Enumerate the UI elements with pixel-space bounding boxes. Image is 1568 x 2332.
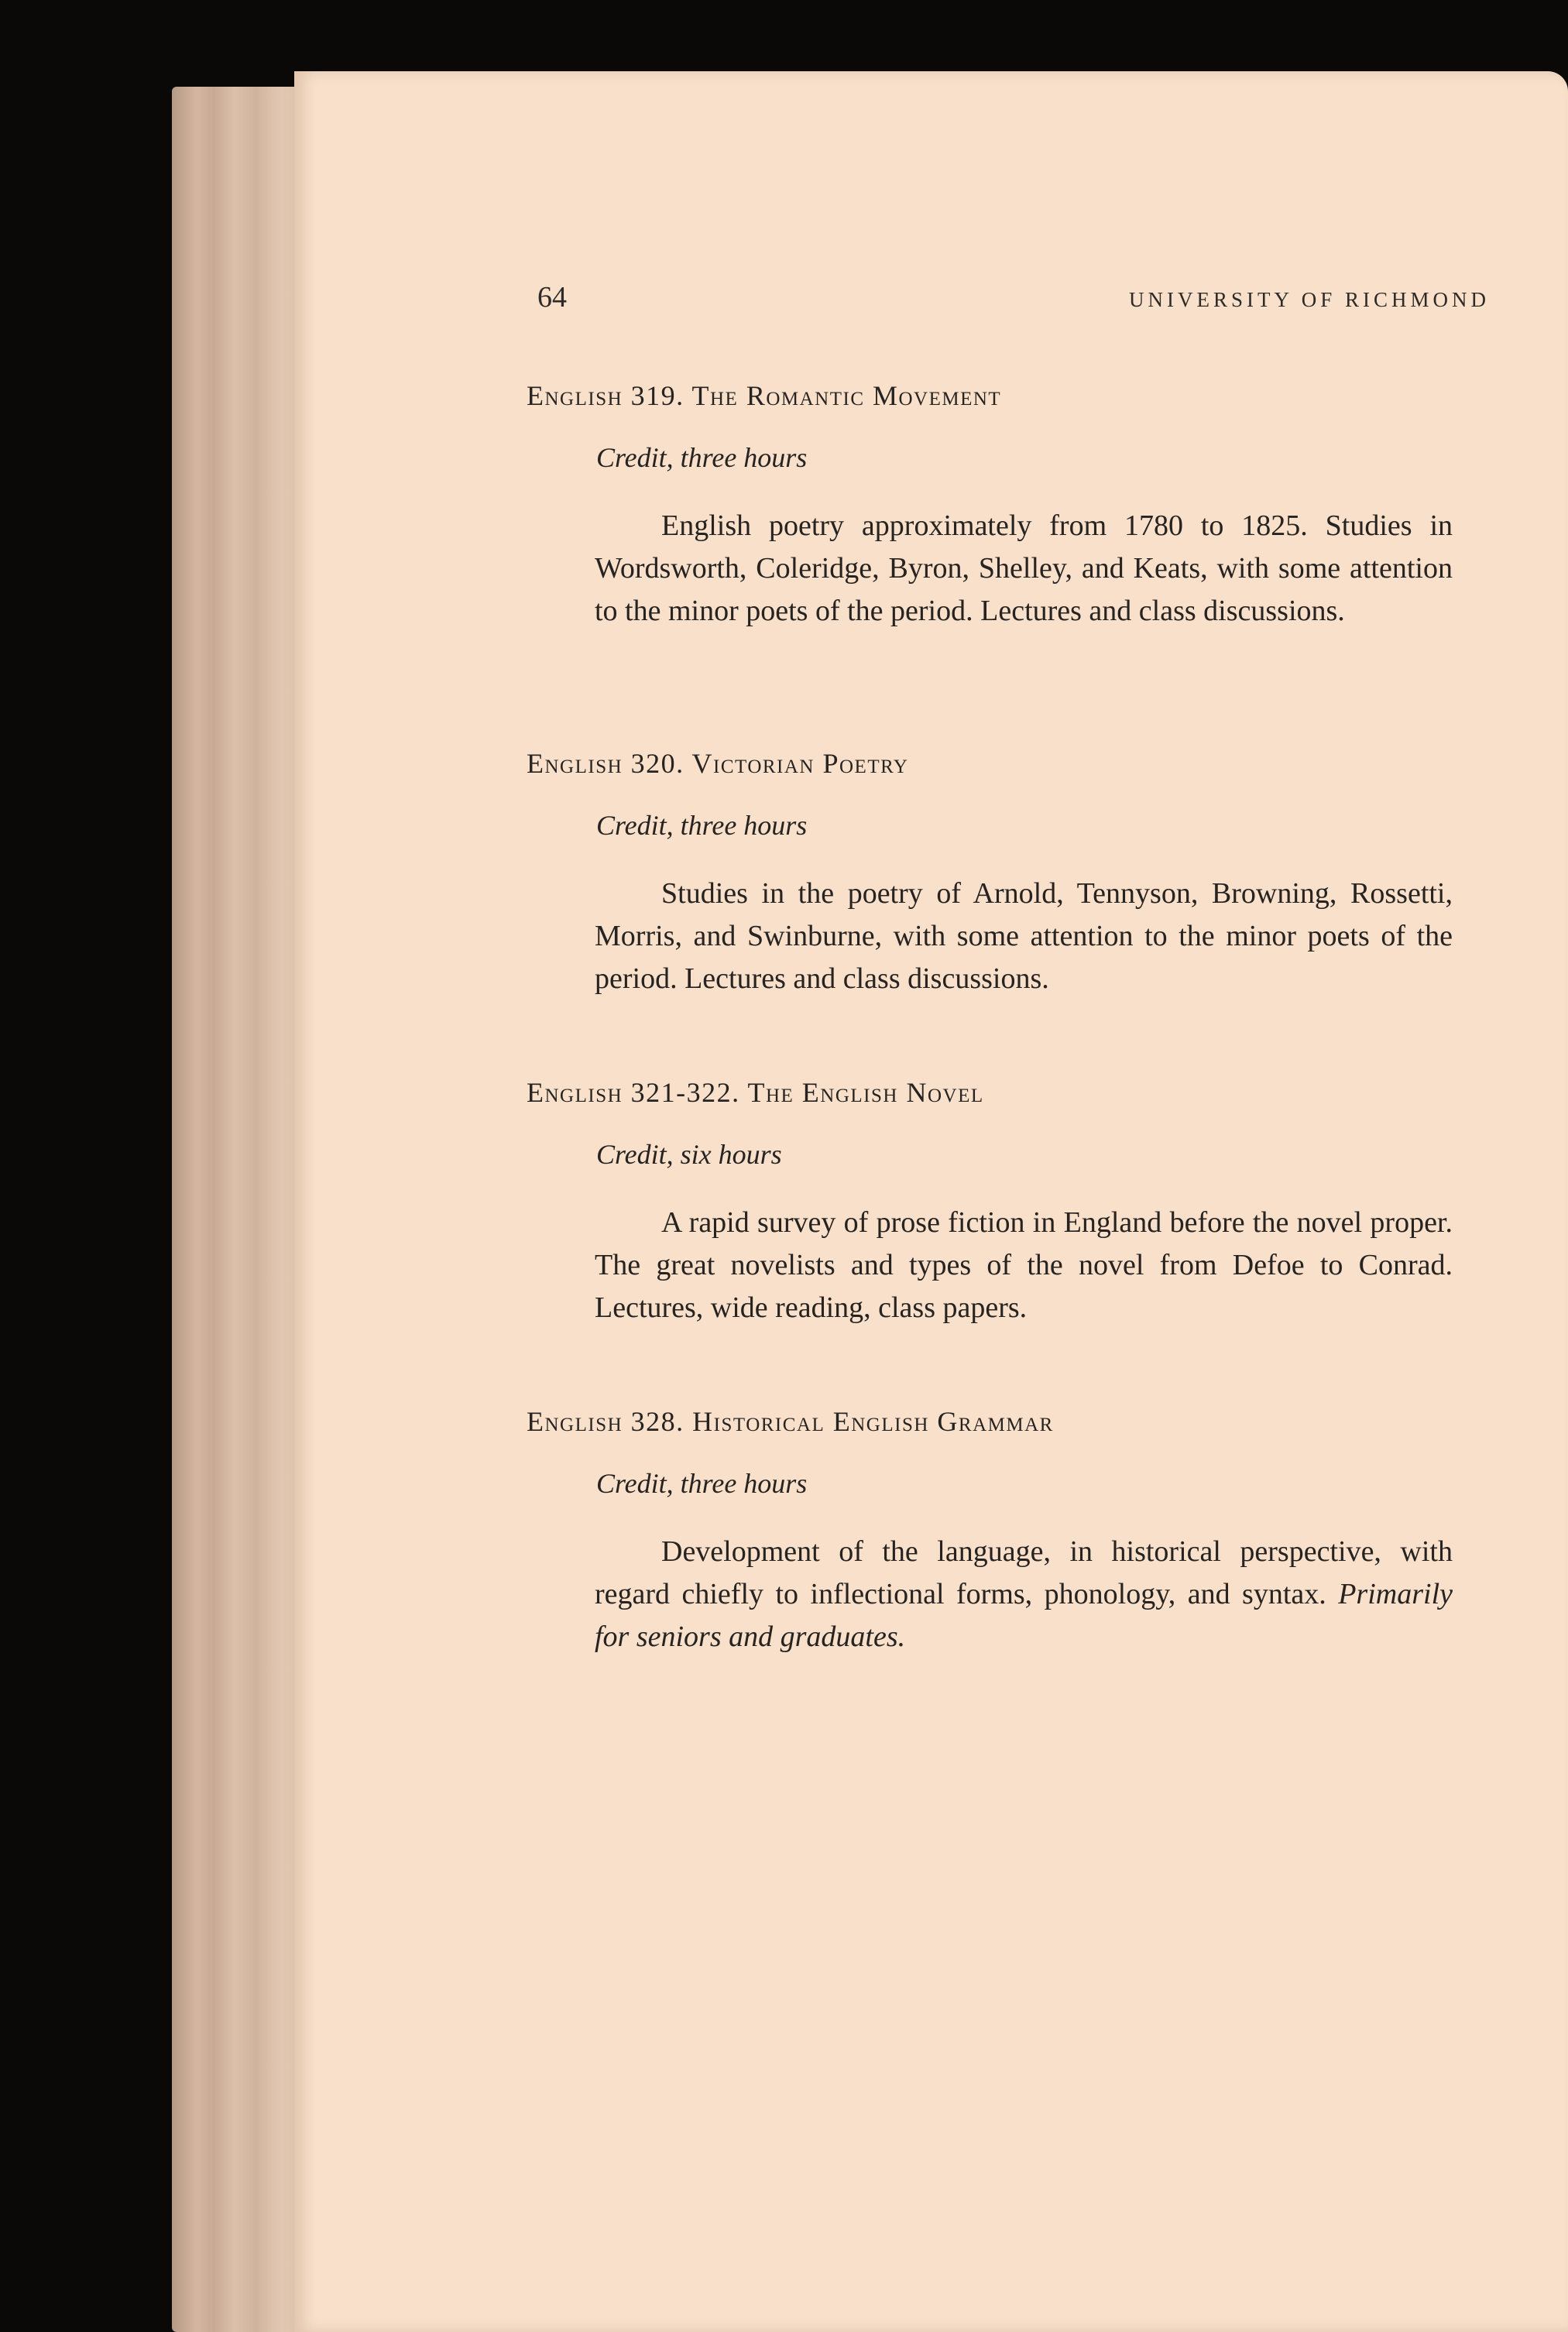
course-description: Studies in the poetry of Arnold, Tennyson, Browning, Rossetti, Morris, and Swinburne, with some attention to the minor poets of the period. Lectures and class discussions. xyxy=(595,877,1453,995)
page-edges xyxy=(172,87,311,2332)
page-number: 64 xyxy=(537,281,567,314)
course-credit: Credit, three hours xyxy=(596,442,808,473)
course-title: English 320. Victorian Poetry xyxy=(527,748,909,779)
course-description: English poetry approximately from 1780 to 1825. Studies in Wordsworth, Coleridge, Byron, Shelley, and Keats, with some attention to the minor poets of the period. Lectures and class discussions. xyxy=(595,509,1453,627)
course-english-321-322 xyxy=(527,1076,1487,1329)
course-description: Development of the language, in historical perspective, with regard chiefly to inflectional forms, phonology, and syntax. Primarily for seniors and graduates. xyxy=(595,1535,1453,1653)
course-title: English 319. The Romantic Movement xyxy=(527,380,1002,411)
course-credit: Credit, three hours xyxy=(596,810,808,841)
course-english-328 xyxy=(527,1405,1487,1658)
course-title: English 321-322. The English Novel xyxy=(527,1077,984,1108)
course-credit: Credit, three hours xyxy=(596,1468,808,1499)
running-head: UNIVERSITY OF RICHMOND xyxy=(1128,288,1490,311)
course-credit: Credit, six hours xyxy=(596,1139,782,1170)
course-english-319 xyxy=(527,379,1487,633)
course-note: Primarily for seniors and graduates. xyxy=(595,1578,1453,1653)
course-description: A rapid survey of prose fiction in England before the novel proper. The great novelists and types of the novel from Defoe to Conrad. Lectures, wide reading, class papers. xyxy=(595,1206,1453,1324)
course-title: English 328. Historical English Grammar xyxy=(527,1406,1054,1437)
course-english-320 xyxy=(527,747,1487,1000)
page-header xyxy=(537,280,1490,314)
